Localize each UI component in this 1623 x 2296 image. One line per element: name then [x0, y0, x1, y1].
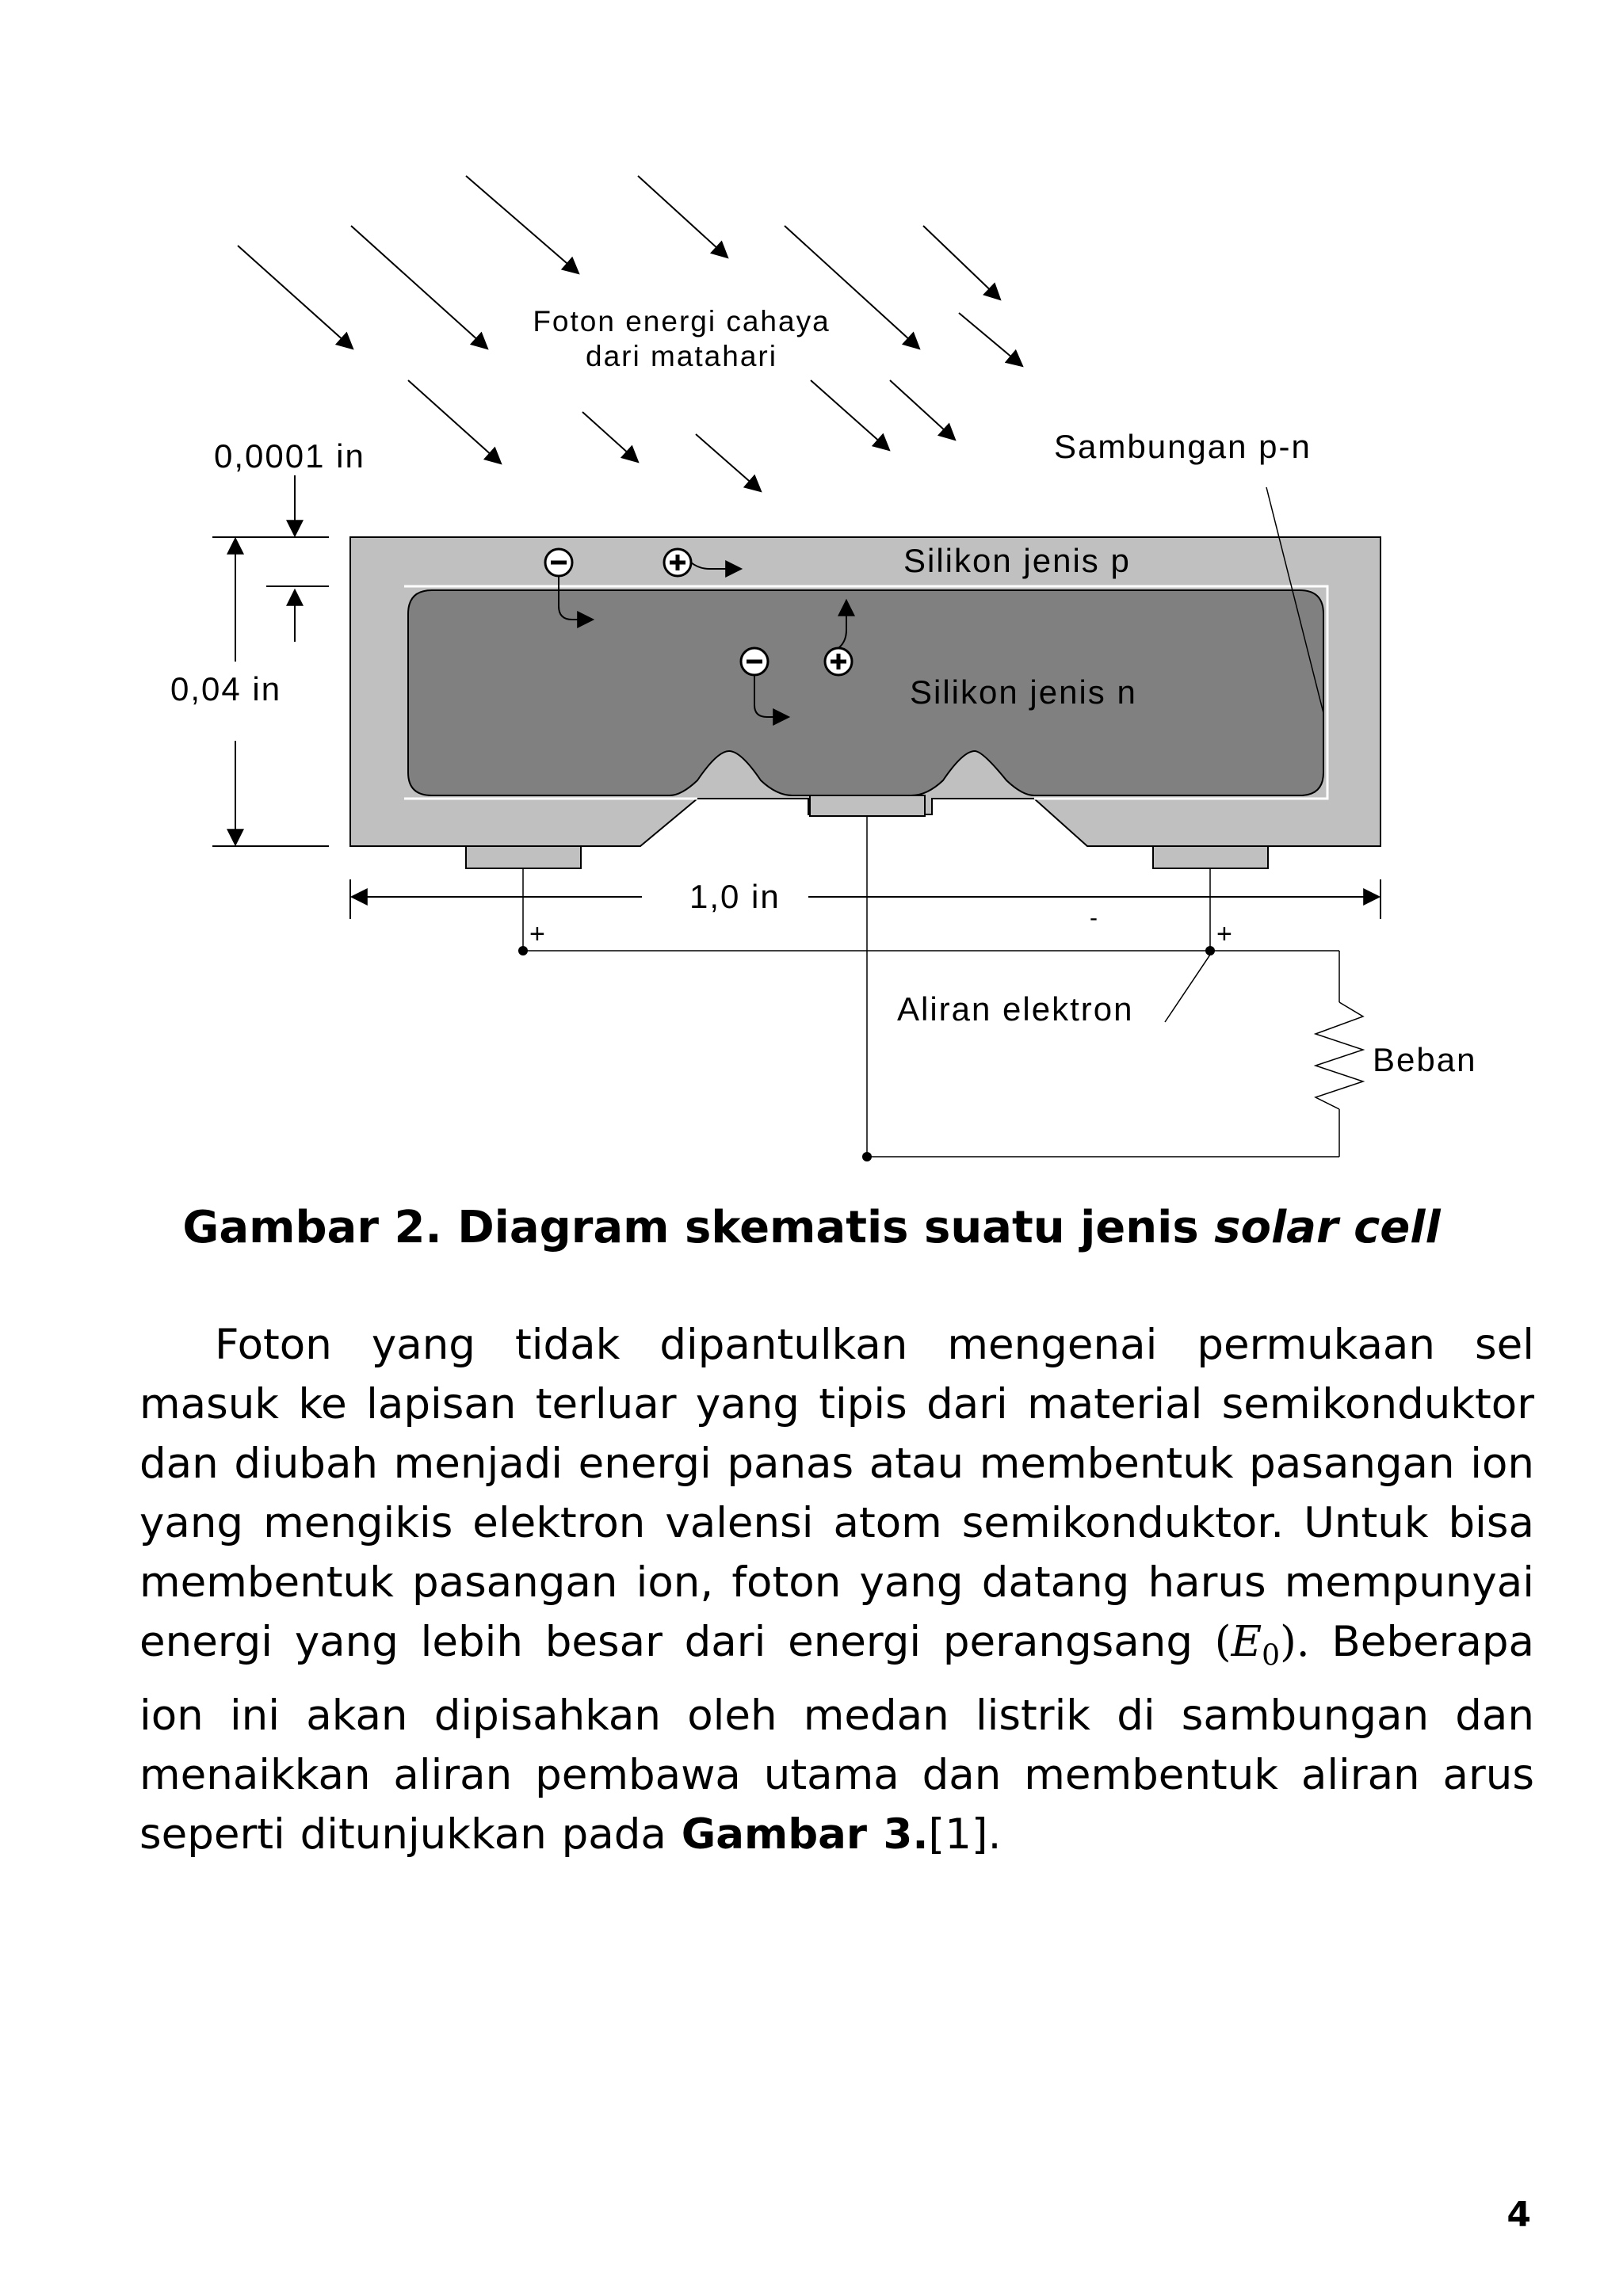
charge-minus-2	[741, 648, 768, 675]
load-resistor	[1316, 1002, 1363, 1109]
citation: [1].	[928, 1810, 1002, 1859]
minus-mark: -	[1090, 905, 1098, 931]
width-label: 1,0 in	[689, 878, 781, 915]
paragraph-part2: Beberapa ion ini akan dipisahkan oleh medan listrik di sambungan dan menaikkan aliran pembawa utama dan membentuk aliran arus seperti ditunjukkan pada	[139, 1618, 1534, 1859]
center-contact	[810, 795, 925, 816]
photon-label-line2: dari matahari	[586, 340, 777, 372]
caption-text: Gambar 2. Diagram skematis suatu jenis	[182, 1202, 1215, 1253]
electron-flow-label: Aliran elektron	[897, 990, 1134, 1028]
charge-plus-2	[825, 648, 852, 675]
thin-layer-label: 0,0001 in	[214, 437, 365, 475]
n-layer-label: Silikon jenis n	[910, 673, 1137, 711]
figure-reference: Gambar 3.	[681, 1810, 929, 1859]
charge-minus-1	[545, 549, 572, 576]
plus-mark-right: +	[1216, 919, 1232, 949]
figure-caption	[0, 1196, 1623, 1260]
junction-label: Sambungan p-n	[1054, 428, 1312, 465]
paragraph-part1: Foton yang tidak dipantulkan mengenai permukaan sel masuk ke lapisan terluar yang tipis dari material semikonduktor dan diubah menjadi energi panas atau membentuk pasangan ion yang mengikis elektron valensi atom semikonduktor. Untuk bisa membentuk pasangan ion, foton yang datang harus mempunyai energi yang lebih besar dari energi perangsang	[139, 1321, 1534, 1666]
node-bottom	[862, 1152, 872, 1161]
right-contact	[1153, 846, 1268, 868]
charge-plus-1	[664, 549, 691, 576]
left-contact	[466, 846, 581, 868]
math-expression: $(E_0)$.	[1214, 1618, 1310, 1672]
p-layer-label: Silikon jenis p	[903, 542, 1131, 579]
caption-italic: solar cell	[1214, 1202, 1441, 1253]
n-layer	[408, 590, 1323, 795]
load-label: Beban	[1373, 1041, 1477, 1078]
plus-mark-left: +	[529, 919, 545, 949]
body-paragraph	[139, 1315, 1534, 1864]
photon-label-line1: Foton energi cahaya	[533, 305, 831, 338]
node-right	[1205, 946, 1215, 955]
page-number: 4	[1507, 2195, 1531, 2235]
node-left	[518, 946, 528, 955]
thickness-label: 0,04 in	[170, 670, 282, 707]
